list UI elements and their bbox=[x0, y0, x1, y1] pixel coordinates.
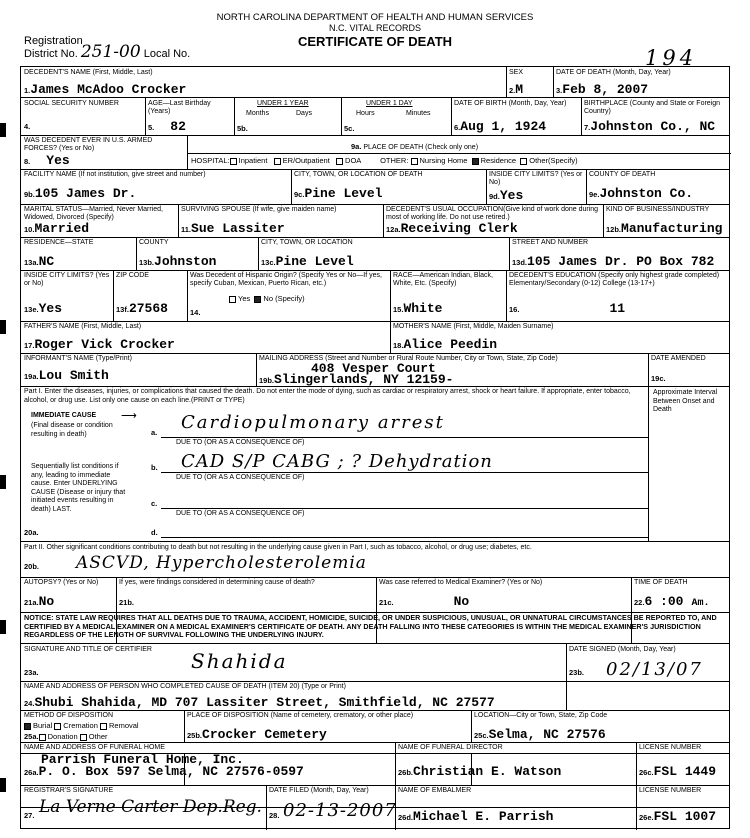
funeral-home-line1: Parrish Funeral Home, Inc. bbox=[41, 752, 244, 767]
funeral-home-line2: P. O. Box 597 Selma, NC 27576-0597 bbox=[38, 764, 304, 779]
embalmer-label: NAME OF EMBALMER bbox=[398, 787, 472, 794]
sex-value: M bbox=[515, 82, 524, 97]
residence-city: Pine Level bbox=[275, 254, 354, 269]
edge-mark bbox=[0, 620, 6, 634]
date-filed-label: DATE FILED (Month, Day, Year) bbox=[269, 787, 369, 794]
funeral-director: Christian E. Watson bbox=[413, 764, 562, 779]
city-of-death: Pine Level bbox=[304, 186, 383, 201]
spouse-name: Sue Lassiter bbox=[191, 221, 285, 236]
autopsy: No bbox=[38, 594, 55, 609]
days-label: Days bbox=[296, 110, 312, 117]
inpatient-checkbox[interactable] bbox=[230, 158, 237, 165]
edge-mark bbox=[0, 123, 6, 137]
decedent-name-label: DECEDENT'S NAME (First, Middle, Last) bbox=[24, 69, 153, 76]
hispanic-no-checkbox[interactable] bbox=[254, 296, 261, 303]
inside-city: Yes bbox=[499, 188, 524, 203]
page-title: CERTIFICATE OF DEATH bbox=[297, 34, 453, 49]
disposition-method-label: METHOD OF DISPOSITION bbox=[24, 712, 114, 719]
me-referral-label: Was case referred to Medical Examiner? (Yes or No) bbox=[379, 579, 543, 586]
location-label: LOCATION—City or Town, State, Zip Code bbox=[474, 712, 608, 719]
registrar-signature: La Verne Carter Dep.Reg. bbox=[39, 797, 262, 817]
immediate-cause: Cardiopulmonary arrest bbox=[181, 412, 445, 433]
mailing-label: MAILING ADDRESS (Street and Number or Rural Route Number, City or Town, State, Zip Code) bbox=[259, 355, 558, 362]
due-to-label-a: DUE TO (OR AS A CONSEQUENCE OF) bbox=[176, 439, 305, 446]
embalmer-license-label: LICENSE NUMBER bbox=[639, 787, 702, 794]
place-of-death-label: PLACE OF DEATH (Check only one) bbox=[363, 144, 479, 151]
certificate-number: 194 bbox=[645, 46, 698, 70]
occupation-label: DECEDENT'S USUAL OCCUPATION(Give kind of work done during most of working life. Do not use retired.) bbox=[386, 206, 599, 221]
birthplace: Johnston Co., NC bbox=[590, 119, 716, 134]
armed-forces-label: WAS DECEDENT EVER IN U.S. ARMED FORCES? (Yes or No) bbox=[24, 137, 153, 152]
me-referral: No bbox=[453, 594, 470, 609]
residence-street: 105 James Dr. PO Box 782 bbox=[527, 254, 715, 269]
birthplace-label: BIRTHPLACE (County and State or Foreign Country) bbox=[584, 100, 721, 115]
county-of-death-label: COUNTY OF DEATH bbox=[589, 171, 656, 178]
date-signed: 02/13/07 bbox=[606, 659, 703, 680]
doa-checkbox[interactable] bbox=[336, 158, 343, 165]
residence-county-label: COUNTY bbox=[139, 239, 169, 246]
months-label: Months bbox=[246, 110, 269, 117]
under-1-year-label: UNDER 1 YEAR bbox=[257, 100, 309, 107]
date-filed: 02-13-2007 bbox=[283, 800, 397, 821]
mother-label: MOTHER'S NAME (First, Middle, Maiden Surname) bbox=[393, 323, 554, 330]
industry: Manufacturing bbox=[621, 221, 723, 236]
nursing-checkbox[interactable] bbox=[411, 158, 418, 165]
district-number: 251-00 bbox=[80, 42, 141, 62]
director-license: FSL 1449 bbox=[653, 764, 717, 779]
residence-city-label: CITY, TOWN, OR LOCATION bbox=[261, 239, 353, 246]
removal-checkbox[interactable] bbox=[100, 723, 107, 730]
place-of-death-options: HOSPITAL: Inpatient ER/Outpatient DOA OTHER: Nursing Home Residence Other(Specify) bbox=[191, 156, 578, 165]
disposition-location: Selma, NC 27576 bbox=[488, 727, 606, 742]
zip-label: ZIP CODE bbox=[116, 272, 149, 279]
mother-name: Alice Peedin bbox=[403, 337, 498, 352]
immediate-cause-sub: (Final disease or condition resulting in death) bbox=[31, 422, 113, 438]
zip-code: 27568 bbox=[128, 301, 168, 316]
time-of-death: 6 :00 bbox=[644, 594, 684, 609]
minutes-label: Minutes bbox=[406, 110, 431, 117]
registration-block bbox=[24, 36, 190, 60]
arrow-icon: ⟶ bbox=[121, 410, 137, 422]
marital-status: Married bbox=[34, 221, 90, 236]
age-label: AGE—Last Birthday (Years) bbox=[148, 100, 211, 115]
disposition-options-1: Burial Cremation Removal bbox=[24, 722, 139, 730]
race-label: RACE—American Indian, Black, White, Etc. (Specify) bbox=[393, 272, 493, 287]
hours-label: Hours bbox=[356, 110, 375, 117]
findings-label: If yes, were findings considered in determining cause of death? bbox=[119, 579, 315, 586]
mailing-line1: 408 Vesper Court bbox=[311, 361, 436, 376]
due-to-label-c: DUE TO (OR AS A CONSEQUENCE OF) bbox=[176, 510, 305, 517]
res-inside-city: Yes bbox=[38, 301, 63, 316]
education: 11 bbox=[609, 301, 626, 316]
donation-checkbox[interactable] bbox=[39, 734, 46, 741]
director-label: NAME OF FUNERAL DIRECTOR bbox=[398, 744, 503, 751]
other-disposition-checkbox[interactable] bbox=[80, 734, 87, 741]
age-value: 82 bbox=[170, 119, 186, 134]
time-of-death-label: TIME OF DEATH bbox=[634, 579, 688, 586]
registration-label: Registration bbox=[24, 35, 83, 47]
er-checkbox[interactable] bbox=[274, 158, 281, 165]
underlying-cause-b: CAD S/P CABG ; ? Dehydration bbox=[181, 451, 493, 472]
registrar-label: REGISTRAR'S SIGNATURE bbox=[24, 787, 114, 794]
hispanic-options: Yes No (Specify) bbox=[229, 295, 305, 303]
immediate-cause-label: IMMEDIATE CAUSE bbox=[31, 412, 97, 419]
dob-label: DATE OF BIRTH (Month, Day, Year) bbox=[454, 100, 567, 107]
facility-name: 105 James Dr. bbox=[34, 186, 137, 201]
street-label: STREET AND NUMBER bbox=[512, 239, 589, 246]
part1-intro: Part I. Enter the diseases, injuries, or complications that caused the death. Do not enter the mode of dying, such as cardiac or respiratory arrest, shock or heart failure. If appropriate, enter tobacco, alcohol, or drug use. List only one cause on each line.(PRINT or TYPE) bbox=[24, 388, 631, 404]
decedent-name: James McAdoo Crocker bbox=[30, 82, 187, 97]
armed-forces: Yes bbox=[46, 153, 70, 168]
agency-sub: N.C. VITAL RECORDS bbox=[328, 23, 421, 33]
father-label: FATHER'S NAME (First, Middle, Last) bbox=[24, 323, 142, 330]
occupation: Receiving Clerk bbox=[400, 221, 518, 236]
date-of-death: Feb 8, 2007 bbox=[562, 82, 649, 97]
embalmer-name: Michael E. Parrish bbox=[413, 809, 554, 824]
director-license-label: LICENSE NUMBER bbox=[639, 744, 702, 751]
mailing-line2: Slingerlands, NY 12159- bbox=[274, 372, 454, 387]
agency-name: NORTH CAROLINA DEPARTMENT OF HEALTH AND HUMAN SERVICES bbox=[216, 12, 534, 23]
residence-checkbox[interactable] bbox=[472, 158, 479, 165]
date-of-death-label: DATE OF DEATH (Month, Day, Year) bbox=[556, 69, 671, 76]
part2-label: Part II. Other significant conditions contributing to death but not resulting in the underlying cause given in Part I, such as tobacco, alcohol, or drug use; diabetes, etc. bbox=[24, 544, 532, 551]
residence-county: Johnston bbox=[154, 254, 217, 269]
residence-state: NC bbox=[38, 254, 55, 269]
race: White bbox=[403, 301, 443, 316]
certificate-form: DECEDENT'S NAME (First, Middle, Last) 1.James McAdoo Crocker SEX 2.M DATE OF DEATH (Month, Day, Year) 3.Feb 8, 2007 SOCIAL SECURITY NUMBER 4. AGE—Last Birthday (Years) 5. 82 UNDER 1 YEAR Months Days 5b. UNDER 1 DAY Hours Minutes 5c. DATE OF BIRTH (Month, Day, Year) 6.Aug 1, 1924 BIRTHPLACE (County and State or Foreign Country) 7.Johnston Co., NC WAS DECEDENT EVER IN U.S. ARMED FORCES? (Yes or No) 8. Yes 9a. PLACE OF DEATH (Check only one) HOSPITAL: Inpatient ER/Outpatient DOA OTHER: Nursing Home Residence Other(Specify) FACILITY NAME (If not institution, give street and number) 9b.105 James Dr. CITY, TOWN, OR LOCATION OF DEATH 9c.Pine Level INSIDE CITY LIMITS? (Yes or No) 9d.Yes COUNTY OF DEATH 9e.Johnston Co. MARITAL STATUS—Married, Never Married, Widowed, Divorced (Specify) 10.Married SURVIVING SPOUSE (If wife, give maiden name) 11.Sue Lassiter DECEDENT'S USUAL OCCUPATION(Give kind of work done during most of working life. Do not use retired.) 12a.Receiving Clerk KIND OF BUSINESS/INDUSTRY 12b.Manufacturing RESIDENCE—STATE 13a.NC COUNTY 13b.Johnston CITY, TOWN, OR LOCATION 13c.Pine Level STREET AND NUMBER 13d.105 James Dr. PO Box 782 INSIDE CITY LIMITS? (Yes or No) 13e.Yes ZIP CODE 13f.27568 Was Decedent of Hispanic Origin? (Specify Yes or No—If yes, specify Cuban, Mexican, Puerto Rican, etc.) Yes No (Specify) 14. RACE—American Indian, Black, White, Etc. (Specify) 15.White DECEDENT'S EDUCATION (Specify only highest grade completed) Elementary/Secondary (0-12) College (13-17+) 16. 11 FATHER'S NAME (First, Middle, Last) 17.Roger Vick Crocker MOTHER'S NAME (First, Middle, Maiden Surname) 18.Alice Peedin INFORMANT'S NAME (Type/Print) 19a.Lou Smith MAILING ADDRESS (Street and Number or Rural Route Number, City or Town, State, Zip Code) 408 Vesper Court 19b.Slingerlands, NY 12159- DATE AMENDED 19c. Part I. Enter the diseases, injuries, or complications that caused the death. Do not enter the mode of dying, such as cardiac or respiratory arrest, shock or heart failure. If appropriate, enter tobacco, alcohol, or drug use. List only one cause on each line.(PRINT or TYPE) Approximate Interval Between Onset and Death IMMEDIATE CAUSE (Final disease or condition resulting in death) ⟶ a. Cardiopulmonary arrest DUE TO (OR AS A CONSEQUENCE OF) Sequentially list conditions if any, leading to immediate cause. Enter UNDERLYING CAUSE (Disease or injury that initiated events resulting in death) LAST. b. CAD S/P CABG ; ? Dehydration DUE TO (OR AS A CONSEQUENCE OF) c. DUE TO (OR AS A CONSEQUENCE OF) 20a. d. Part II. Other significant conditions contributing to death but not resulting in the underlying cause given in Part I, such as tobacco, alcohol, or drug use; diabetes, etc. 20b. ASCVD, Hypercholesterolemia AUTOPSY? (Yes or No) 21a.No If yes, were findings considered in determining cause of death? 21b. Was case referred to Medical Examiner? (Yes or No) 21c. No TIME OF DEATH 22.6 :00 Am. NOTICE: STATE LAW REQUIRES THAT ALL DEATHS DUE TO TRAUMA, ACCIDENT, HOMICIDE, SUICIDE, OR UNDER SUSPICIOUS, UNUSUAL, OR UNNATURAL CIRCUMSTANCES BE REPORTED TO, AND CERTIFIED BY A MEDICAL EXAMINER ON A MEDICAL EXAMINER'S CERTIFICATE OF DEATH. ANY DEATH FALLING INTO THESE CATEGORIES IS WITHIN THE MEDICAL EXAMINER'S JURISDICTION REGARDLESS OF THE LENGTH OF SURVIVAL FOLLOWING THE UNDERLYING INJURY. SIGNATURE AND TITLE OF CERTIFIER 23a. Shahida DATE SIGNED (Month, Day, Year) 23b. 02/13/07 NAME AND ADDRESS OF PERSON WHO COMPLETED CAUSE OF DEATH (ITEM 20) (Type or Print) 24.Shubi Shahida, MD 707 Lassiter Street, Smithfield, NC 27577 METHOD OF DISPOSITION Burial Cremation Removal 25a. Donation Other PLACE OF DISPOSITION (Name of cemetery, crematory, or other place) 25b.Crocker Cemetery LOCATION—City or Town, State, Zip Code 25c.Selma, NC 27576 NAME AND ADDRESS OF FUNERAL HOME Parrish Funeral Home, Inc. 26a.P. O. Box 597 Selma, NC 27576-0597 NAME OF FUNERAL DIRECTOR 26b.Christian E. Watson LICENSE NUMBER 26c.FSL 1449 REGISTRAR'S SIGNATURE 27. La Verne Carter Dep.Reg. DATE FILED (Month, Day, Year) 28. 02-13-2007 NAME OF EMBALMER 26d.Michael E. Parrish LICENSE NUMBER 26e.FSL 1007 bbox=[20, 66, 730, 829]
burial-checkbox[interactable] bbox=[24, 723, 31, 730]
place-disposition-label: PLACE OF DISPOSITION (Name of cemetery, crematory, or other place) bbox=[187, 712, 414, 719]
date-signed-label: DATE SIGNED (Month, Day, Year) bbox=[569, 646, 676, 653]
sex-label: SEX bbox=[509, 69, 524, 76]
education-label: DECEDENT'S EDUCATION (Specify only highest grade completed) Elementary/Secondary (0-12) College (13-17+) bbox=[509, 272, 720, 287]
autopsy-label: AUTOPSY? (Yes or No) bbox=[24, 579, 99, 586]
edge-mark bbox=[0, 778, 6, 792]
county-of-death: Johnston Co. bbox=[599, 186, 694, 201]
ssn-label: SOCIAL SECURITY NUMBER bbox=[24, 100, 119, 107]
embalmer-license: FSL 1007 bbox=[653, 809, 717, 824]
hispanic-label: Was Decedent of Hispanic Origin? (Specify Yes or No—If yes, specify Cuban, Mexican, Puerto Rican, etc.) bbox=[190, 272, 382, 287]
edge-mark bbox=[0, 320, 6, 334]
res-inside-city-label: INSIDE CITY LIMITS? (Yes or No) bbox=[24, 272, 110, 287]
completed-by-label: NAME AND ADDRESS OF PERSON WHO COMPLETED CAUSE OF DEATH (ITEM 20) (Type or Print) bbox=[24, 683, 346, 690]
other-place-checkbox[interactable] bbox=[520, 158, 527, 165]
district-label: District No. bbox=[24, 48, 78, 60]
due-to-label-b: DUE TO (OR AS A CONSEQUENCE OF) bbox=[176, 474, 305, 481]
other-conditions: ASCVD, Hypercholesterolemia bbox=[76, 553, 367, 573]
place-disposition: Crocker Cemetery bbox=[202, 727, 327, 742]
marital-label: MARITAL STATUS—Married, Never Married, Widowed, Divorced (Specify) bbox=[24, 206, 163, 221]
under-1-day-label: UNDER 1 DAY bbox=[366, 100, 413, 107]
inside-city-label: INSIDE CITY LIMITS? (Yes or No) bbox=[489, 171, 583, 186]
sequential-instructions: Sequentially list conditions if any, leading to immediate cause. Enter UNDERLYING CAUSE (Disease or injury that initiated events resulting in death) LAST. bbox=[31, 463, 126, 513]
industry-label: KIND OF BUSINESS/INDUSTRY bbox=[606, 206, 710, 213]
facility-label: FACILITY NAME (If not institution, give street and number) bbox=[24, 171, 206, 178]
local-label: Local No. bbox=[143, 48, 191, 60]
funeral-home-label: NAME AND ADDRESS OF FUNERAL HOME bbox=[24, 744, 165, 751]
hispanic-yes-checkbox[interactable] bbox=[229, 296, 236, 303]
spouse-label: SURVIVING SPOUSE (If wife, give maiden name) bbox=[181, 206, 337, 213]
disposition-options-2: 25a. Donation Other bbox=[24, 732, 108, 741]
date-amended-label: DATE AMENDED bbox=[651, 355, 706, 362]
city-of-death-label: CITY, TOWN, OR LOCATION OF DEATH bbox=[294, 171, 423, 178]
certifier-signature: Shahida bbox=[191, 649, 288, 673]
residence-state-label: RESIDENCE—STATE bbox=[24, 239, 94, 246]
informant-label: INFORMANT'S NAME (Type/Print) bbox=[24, 355, 132, 362]
certifier-label: SIGNATURE AND TITLE OF CERTIFIER bbox=[24, 646, 152, 653]
cremation-checkbox[interactable] bbox=[54, 723, 61, 730]
notice-text: NOTICE: STATE LAW REQUIRES THAT ALL DEATHS DUE TO TRAUMA, ACCIDENT, HOMICIDE, SUICIDE, OR UNDER SUSPICIOUS, UNUSUAL, OR UNNATURAL CIRCUMSTANCES BE REPORTED TO, AND CERTIFIED BY A MEDICAL EXAMINER ON A MEDICAL EXAMINER'S CERTIFICATE OF DEATH. ANY DEATH FALLING INTO THESE CATEGORIES IS WITHIN THE MEDICAL EXAMINER'S JURISDICTION REGARDLESS OF THE LENGTH OF SURVIVAL FOLLOWING THE UNDERLYING INJURY. bbox=[24, 613, 717, 639]
completed-by: Shubi Shahida, MD 707 Lassiter Street, Smithfield, NC 27577 bbox=[34, 695, 495, 710]
edge-mark bbox=[0, 475, 6, 489]
date-of-birth: Aug 1, 1924 bbox=[460, 119, 547, 134]
informant-name: Lou Smith bbox=[38, 368, 109, 383]
father-name: Roger Vick Crocker bbox=[34, 337, 175, 352]
interval-label: Approximate Interval Between Onset and Death bbox=[653, 389, 718, 413]
